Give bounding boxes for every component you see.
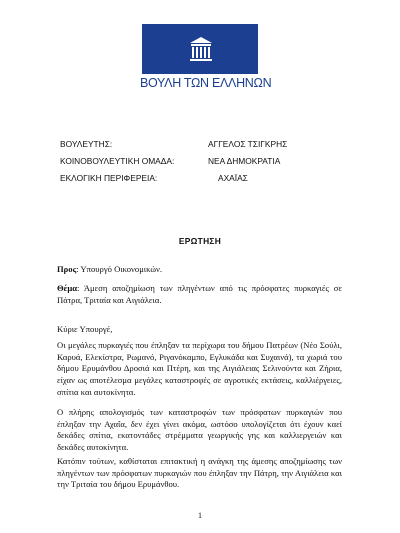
subject-line — [57, 283, 342, 306]
subject-label: Θέμα — [57, 283, 78, 293]
parliament-logo — [140, 24, 272, 92]
recipient-value: : Υπουργό Οικονομικών. — [76, 264, 163, 274]
parliament-emblem — [142, 24, 258, 74]
salutation: Κύριε Υπουργέ, — [57, 324, 113, 334]
body-paragraph-3: Κατόπιν τούτων, καθίσταται επιτακτική η ανάγκη της άμεσης αποζημίωσης των πληγέντων των πρόσφατων πυρκαγιών που έπληξαν την Πάτρη, την Αιγιάλεια και την Τριταία του δήμου Ερυμάνθου. — [57, 456, 342, 490]
logo-text: ΒΟΥΛΗ ΤΩΝ ΕΛΛΗΝΩΝ — [140, 76, 272, 90]
group-value: ΝΕΑ ΔΗΜΟΚΡΑΤΙΑ — [208, 156, 281, 166]
parliament-building-icon — [186, 34, 216, 64]
body-paragraph-1: Οι μεγάλες πυρκαγιές που έπληξαν τα περίχωρα του δήμου Πατρέων (Νέο Σούλι, Καρυά, Ελεκίστρα, Ρωμανό, Ριγανόκαμπο, Εγλυκάδα και Συχαινά), τα χωριά του δήμου Ερυμάνθου Δροσιά και Πτέρη, και της Αιγιάλειας Σελινούντα και Ζήρια, είχαν ως αποτέλεσμα μεγάλες καταστροφές σε αγροτικές εκτάσεις, καλλιέργειες, σπίτια και αυτοκίνητα. — [57, 340, 342, 397]
group-label: ΚΟΙΝΟΒΟΥΛΕΥΤΙΚΗ ΟΜΑΔΑ: — [60, 156, 175, 166]
mp-value: ΑΓΓΕΛΟΣ ΤΣΙΓΚΡΗΣ — [208, 139, 288, 149]
mp-label: ΒΟΥΛΕΥΤΗΣ: — [60, 139, 113, 149]
recipient-line — [57, 264, 342, 276]
body-paragraph-2: Ο πλήρης απολογισμός των καταστροφών των πρόσφατων πυρκαγιών που έπληξαν την Αχαΐα, δεν έχει γίνει ακόμα, ωστόσο υπολογίζεται ότι έχουν καεί δεκάδες σπίτια, εκατοντάδες στρέμματα γεωργικής γης και καλλιεργειών και δεκάδες αυτοκίνητα. — [57, 407, 342, 453]
recipient-label: Προς — [57, 264, 77, 274]
subject-value: : Άμεση αποζημίωση των πληγέντων από τις πρόσφατες πυρκαγιές σε Πάτρα, Τριταία και Αιγιάλεια. — [57, 283, 342, 305]
document-title: ΕΡΩΤΗΣΗ — [178, 236, 222, 246]
region-value: ΑΧΑΪΑΣ — [218, 173, 248, 183]
page-number: 1 — [198, 511, 202, 520]
region-label: ΕΚΛΟΓΙΚΗ ΠΕΡΙΦΕΡΕΙΑ: — [60, 173, 158, 183]
